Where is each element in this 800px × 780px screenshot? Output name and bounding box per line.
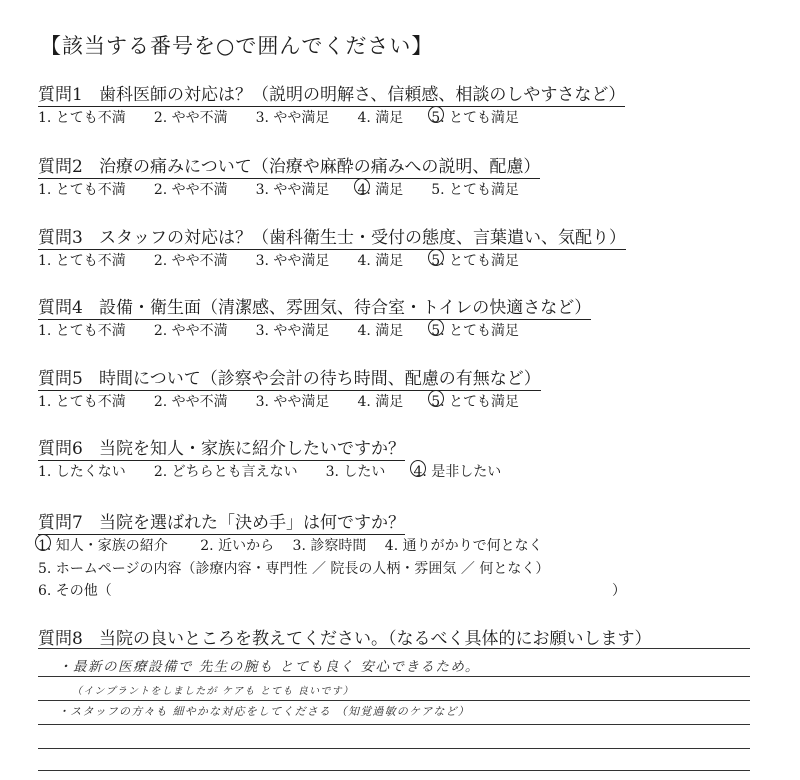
q3-text: スタッフの対応は？（歯科衛生士・受付の態度、言葉遣い、気配り）: [99, 228, 627, 248]
q6-label: 質問6: [38, 439, 83, 459]
q2-option-5[interactable]: 5. とても満足: [431, 182, 520, 198]
q3-option-2[interactable]: 2. やや不満: [153, 253, 228, 269]
q7-row1: [38, 535, 557, 555]
q2-options: [38, 179, 547, 199]
q5-option-2[interactable]: 2. やや不満: [153, 394, 228, 410]
q7-option-6[interactable]: 6. その他（: [38, 583, 112, 599]
q8-text: 当院の良いところを教えてください。（なるべく具体的にお願いします）: [99, 629, 652, 649]
q6-option-3[interactable]: 3. したい: [325, 464, 386, 480]
q2-option-1[interactable]: 1. とても不満: [38, 182, 126, 198]
q5-text: 時間について（診察や会計の待ち時間、配慮の有無など）: [99, 369, 541, 389]
q7-option-4[interactable]: 4. 通りがかりで何となく: [384, 538, 543, 554]
q5-option-4[interactable]: 4. 満足: [357, 394, 404, 410]
q6-option-1[interactable]: 1. したくない: [38, 464, 126, 480]
q1-option-3[interactable]: 3. やや満足: [255, 110, 330, 126]
q3-option-3[interactable]: 3. やや満足: [255, 253, 330, 269]
q5-label: 質問5: [38, 369, 83, 389]
q1-option-1[interactable]: 1. とても不満: [38, 110, 126, 126]
q6-text: 当院を知人・家族に紹介したいですか？: [99, 439, 406, 459]
q7-option-1[interactable]: 1. 知人・家族の紹介: [38, 535, 182, 555]
q4-title: [38, 293, 591, 318]
q7-option-5[interactable]: 5. ホームページの内容（診療内容・専門性 ／ 院長の人柄・雰囲気 ／ 何となく）: [38, 561, 550, 577]
answer-line: [38, 700, 750, 701]
q1-option-5[interactable]: 5. とても満足: [431, 107, 533, 127]
q6-options: [38, 461, 529, 481]
q2-option-4[interactable]: 4. 満足: [357, 179, 417, 199]
q3-label: 質問3: [38, 228, 83, 248]
q8-answer-line-2: （インプラントをしましたが ケアも とても 良いです）: [72, 686, 354, 697]
q7-option-3[interactable]: 3. 診察時間: [292, 538, 367, 554]
q1-option-4[interactable]: 4. 満足: [357, 110, 404, 126]
q2-option-3[interactable]: 3. やや満足: [255, 182, 330, 198]
q3-option-1[interactable]: 1. とても不満: [38, 253, 126, 269]
q7-text: 当院を選ばれた「決め手」は何ですか？: [99, 513, 406, 533]
q5-option-1[interactable]: 1. とても不満: [38, 394, 126, 410]
answer-line: [38, 770, 750, 771]
q8-answer-line-1: ・最新の医療設備で 先生の腕も とても良く 安心できるため。: [58, 659, 480, 675]
selection-circle: [35, 534, 51, 551]
q5-title: [38, 364, 541, 389]
answer-line: [38, 724, 750, 725]
q8-title: [38, 624, 652, 649]
q8-label: 質問8: [38, 629, 83, 649]
q7-title: [38, 508, 405, 533]
q2-text: 治療の痛みについて（治療や麻酔の痛みへの説明、配慮）: [99, 157, 541, 177]
q1-options: [38, 107, 547, 127]
q1-option-2[interactable]: 2. やや不満: [153, 110, 228, 126]
q8-answer-line-3: ・スタッフの方々も 細やかな対応をしてくださる （知覚過敏のケアなど）: [58, 705, 470, 718]
q4-options: [38, 320, 547, 340]
q4-option-1[interactable]: 1. とても不満: [38, 323, 126, 339]
q5-option-3[interactable]: 3. やや満足: [255, 394, 330, 410]
q3-option-5[interactable]: 5. とても満足: [431, 250, 533, 270]
q4-option-5[interactable]: 5. とても満足: [431, 320, 533, 340]
q4-option-4[interactable]: 4. 満足: [357, 323, 404, 339]
q5-option-5[interactable]: 5. とても満足: [431, 391, 533, 411]
q2-title: [38, 152, 540, 177]
answer-line: [38, 676, 750, 677]
q4-text: 設備・衛生面（清潔感、雰囲気、待合室・トイレの快適さなど）: [99, 298, 592, 318]
q1-label: 質問1: [38, 85, 83, 105]
q1-title: [38, 80, 625, 105]
q4-option-2[interactable]: 2. やや不満: [153, 323, 228, 339]
q2-option-2[interactable]: 2. やや不満: [153, 182, 228, 198]
q7-option-2[interactable]: 2. 近いから: [200, 538, 275, 554]
q1-text: 歯科医師の対応は？（説明の明解さ、信頼感、相談のしやすさなど）: [99, 85, 626, 105]
answer-line: [38, 648, 750, 649]
q7-label: 質問7: [38, 513, 83, 533]
q2-label: 質問2: [38, 157, 83, 177]
q3-options: [38, 250, 547, 270]
q6-option-4[interactable]: 4. 是非したい: [413, 461, 515, 481]
instruction-heading: 【該当する番号を○で囲んでください】: [40, 34, 434, 58]
q4-label: 質問4: [38, 298, 83, 318]
q6-option-2[interactable]: 2. どちらとも言えない: [153, 464, 298, 480]
q3-option-4[interactable]: 4. 満足: [357, 253, 404, 269]
q7-option-6-close: ）: [612, 583, 626, 599]
q6-title: [38, 434, 405, 459]
q5-options: [38, 391, 547, 411]
q4-option-3[interactable]: 3. やや満足: [255, 323, 330, 339]
q3-title: [38, 223, 626, 248]
answer-line: [38, 748, 750, 749]
